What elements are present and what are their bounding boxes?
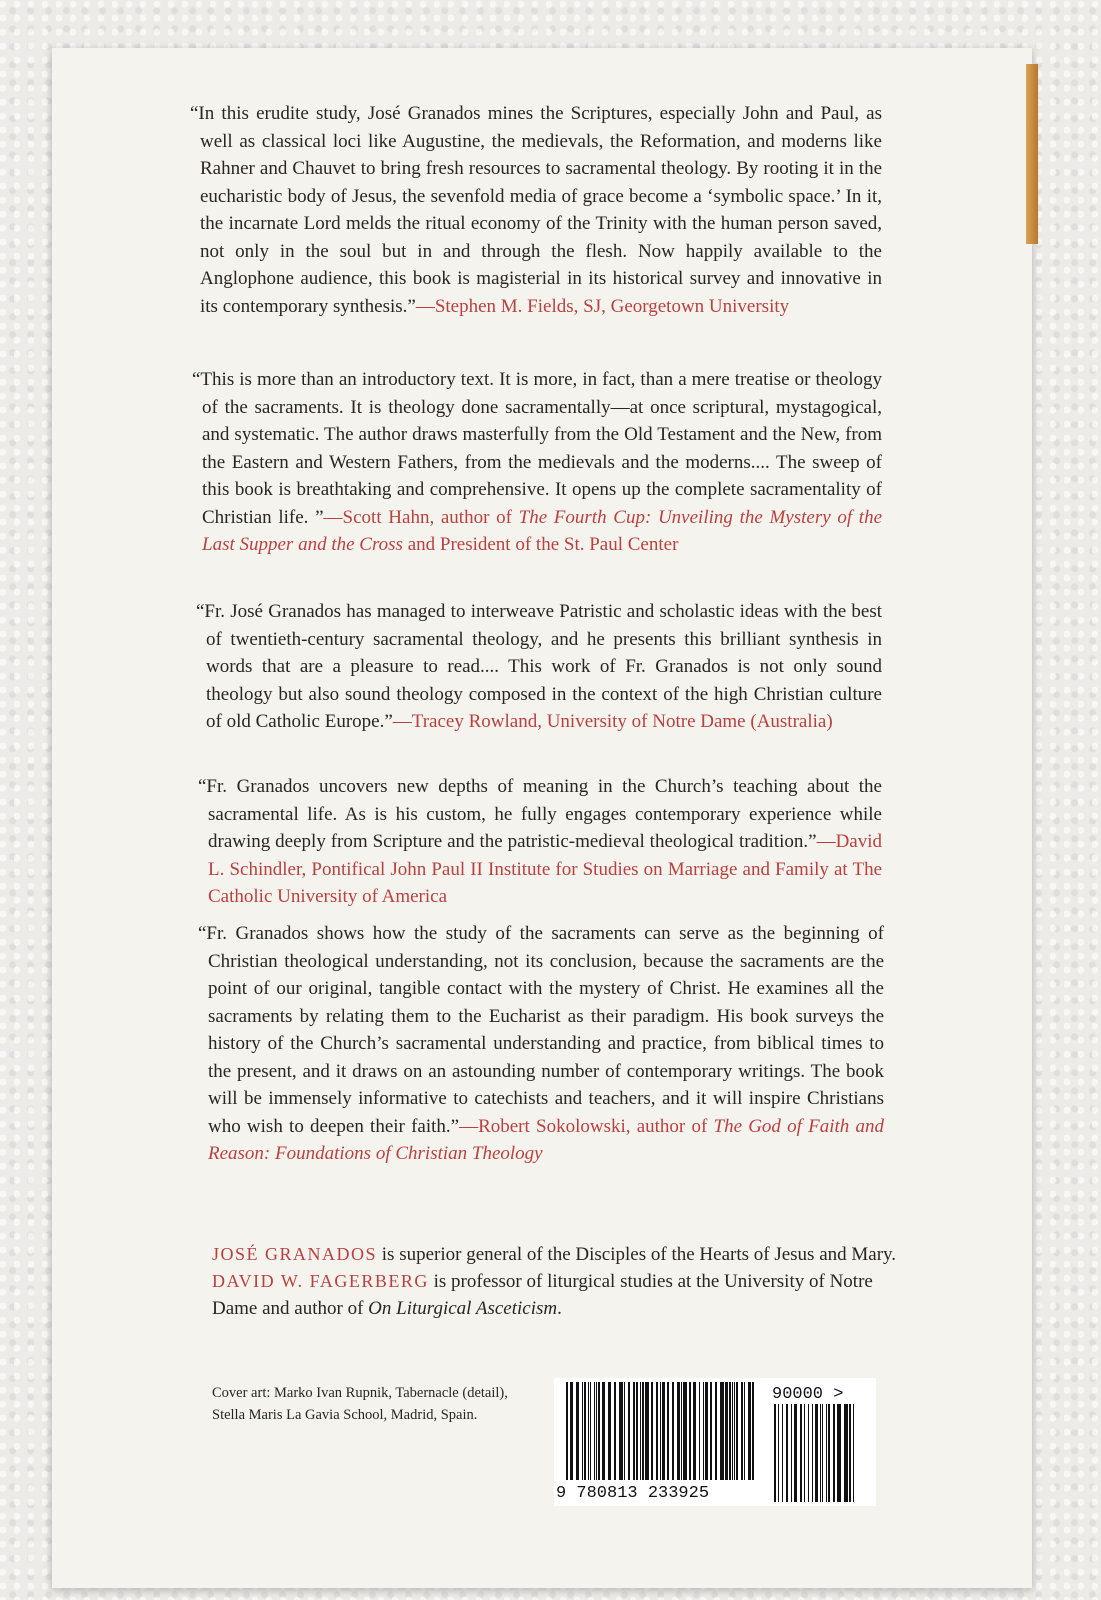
barcode-bar [748,1382,751,1480]
barcode-bar [584,1382,586,1480]
barcode-bar [705,1382,708,1480]
barcode-bar [628,1382,630,1480]
blurb-2-book-title: The Fourth Cup: Unveiling the Mystery of the Last Supper and the Cross [202,506,883,555]
barcode-bar [645,1382,649,1480]
author-name-granados: JOSÉ GRANADOS [212,1244,378,1264]
blurb-2-text: “This is more than an introductory text. It is more, in fact, than a mere treatise or theology of the sacraments. It is theology done sacramentally—at once scriptural, mystagogical, and systematic. The author draws masterfully from the Old Testament and the New, from the Eastern and Western Fathers, from the medievals and the moderns.... The sweep of this book is breathtaking and comprehensive. It opens up the complete sacramentality of Christian life. ” [192,369,882,528]
barcode-bar [614,1382,616,1480]
barcode-bar [590,1382,591,1480]
barcode-bar [725,1382,728,1480]
barcode-bar [703,1382,704,1480]
barcode-bar [588,1382,589,1480]
barcode-bar [732,1382,733,1480]
barcode-graphic [554,1378,876,1506]
barcode-bar [689,1382,691,1480]
barcode-bar [736,1382,738,1480]
barcode-bar [570,1382,573,1480]
barcode-bar [642,1382,644,1480]
barcode-bar [608,1382,611,1480]
barcode [554,1378,876,1506]
barcode-bar [808,1404,809,1502]
blurb-4-credit: —David L. Schindler, Pontifical John Paul II Institute for Studies on Marriage and Family at The Catholic University of America [208,831,882,907]
barcode-bar [752,1382,754,1480]
barcode-bar [800,1404,802,1502]
barcode-bar [837,1404,841,1502]
blurb-2 [192,366,883,559]
barcode-bar [734,1382,735,1480]
barcode-bar [710,1382,712,1480]
blurb-4-text: “Fr. Granados uncovers new depths of meaning in the Church’s teaching about the sacramental life. As is his custom, he fully engages contemporary experience while drawing deeply from Scripture and the patristic-medieval theological tradition.” [198,776,882,852]
barcode-bar [820,1404,821,1502]
barcode-bar [786,1404,788,1502]
author-bio: JOSÉ GRANADOS is superior general of the Disciples of the Hearts of Jesus and Mary. DAVID W. FAGERBERG is professor of liturgical studies at the University of Notre Dame and author of On Liturgical Asceticism. [212,1244,897,1319]
barcode-bar [619,1382,623,1480]
blurb-1 [190,100,882,320]
barcode-bar [636,1382,638,1480]
barcode-bar [624,1382,625,1480]
barcode-bar [774,1404,776,1502]
spine-edge [1026,64,1038,244]
author-book-title: On Liturgical Asceticism [368,1298,558,1319]
barcode-bar [853,1404,854,1502]
barcode-bar [582,1382,583,1480]
author-bio-text-1: is superior general of the Disciples of the Hearts of Jesus and Mary. [377,1244,897,1265]
barcode-bar [794,1404,797,1502]
barcode-bar [681,1382,682,1480]
barcode-bar [596,1382,597,1480]
blurb-2-credit: —Scott Hahn, author of The Fourth Cup: Unveiling the Mystery of the Last Supper and the Cross and President of the St. Paul Center [202,506,883,555]
barcode-bar [791,1404,792,1502]
barcode-bar [683,1382,687,1480]
barcode-bar [828,1404,830,1502]
blurb-5-credit: —Robert Sokolowski, author of The God of Faith and Reason: Foundations of Christian Theology [208,1115,885,1164]
blurb-1-text: “In this erudite study, José Granados mines the Scriptures, especially John and Paul, as well as classical loci like Augustine, the medievals, the Reformation, and moderns like Rahner and Chauvet to bring fresh resources to sacramental theology. By rooting it in the eucharistic body of Jesus, the sevenfold media of grace become a ‘symbolic space.’ In it, the incarnate Lord melds the ritual economy of the Trinity with the human person saved, not only in the soul but in and through the flesh. Now happily available to the Anglophone audience, this book is magisterial in its historical survey and innovative in its contemporary synthesis.” [190,103,882,317]
barcode-bar [782,1404,783,1502]
barcode-bar [715,1382,717,1480]
blurb-5-text: “Fr. Granados shows how the study of the sacraments can serve as the beginning of Christian theological understanding, not its conclusion, because the sacraments are the point of our original, tangible contact with the mystery of Christ. He examines all the sacraments by relating them to the Eucharist as their paradigm. His book surveys the history of the Church’s sacramental understanding and practice, from biblical times to the present, and it draws on an astounding number of contemporary writings. The book will be immensely informative to catechists and teachers, and it will inspire Christians who wish to deepen their faith.” [198,923,884,1137]
barcode-bar [741,1382,743,1480]
isbn-digits: 9 780813 233925 [556,1484,710,1503]
blurb-3-credit: —Tracey Rowland, University of Notre Dame (Australia) [392,711,833,732]
barcode-bar [822,1404,823,1502]
blurb-1-credit: —Stephen M. Fields, SJ, Georgetown University [415,295,790,317]
barcode-bar [693,1382,696,1480]
cover-art-credit: Cover art: Marko Ivan Rupnik, Tabernacle (detail), Stella Maris La Gavia School, Madrid, Spain. [212,1385,508,1423]
barcode-bar [844,1404,848,1502]
barcode-bar [677,1382,680,1480]
author-bio-text-2: is professor of liturgical studies at the University of Notre Dame and author of [212,1271,873,1319]
barcode-bar [744,1382,745,1480]
barcode-bar [656,1382,658,1480]
barcode-bar [720,1382,724,1480]
barcode-bar [812,1404,813,1502]
barcode-bar [594,1382,595,1480]
barcode-bar [826,1404,827,1502]
blurb-3-text: “Fr. José Granados has managed to interweave Patristic and scholastic ideas with the best of twentieth-century sacramental theology, and he presents this brilliant synthesis in words that are a pleasure to read.... This work of Fr. Granados is not only sound theology but also sound theology composed in the context of the high Christian culture of old Catholic Europe.” [196,601,882,732]
barcode-bar [672,1382,674,1480]
barcode-bar [662,1382,665,1480]
barcode-bar [849,1404,851,1502]
barcode-bar [640,1382,641,1480]
author-name-fagerberg: DAVID W. FAGERBERG [212,1271,429,1291]
barcode-bar [660,1382,661,1480]
price-code: 90000 > [772,1385,844,1404]
blurb-5-book-title: The God of Faith and Reason: Foundations of Christian Theology [208,1115,885,1164]
barcode-bar [804,1404,805,1502]
barcode-bar [576,1382,579,1480]
blurb-3 [196,598,882,736]
barcode-bar [815,1404,818,1502]
barcode-bar [778,1404,779,1502]
barcode-bar [729,1382,731,1480]
barcode-bar [566,1382,568,1480]
barcode-bar [699,1382,700,1480]
blurb-4 [198,773,882,911]
barcode-bar [667,1382,669,1480]
barcode-bar [651,1382,653,1480]
barcode-bar [633,1382,635,1480]
barcode-bar [598,1382,600,1480]
barcode-bar [833,1404,835,1502]
barcode-bar [602,1382,605,1480]
blurb-5 [198,920,885,1168]
